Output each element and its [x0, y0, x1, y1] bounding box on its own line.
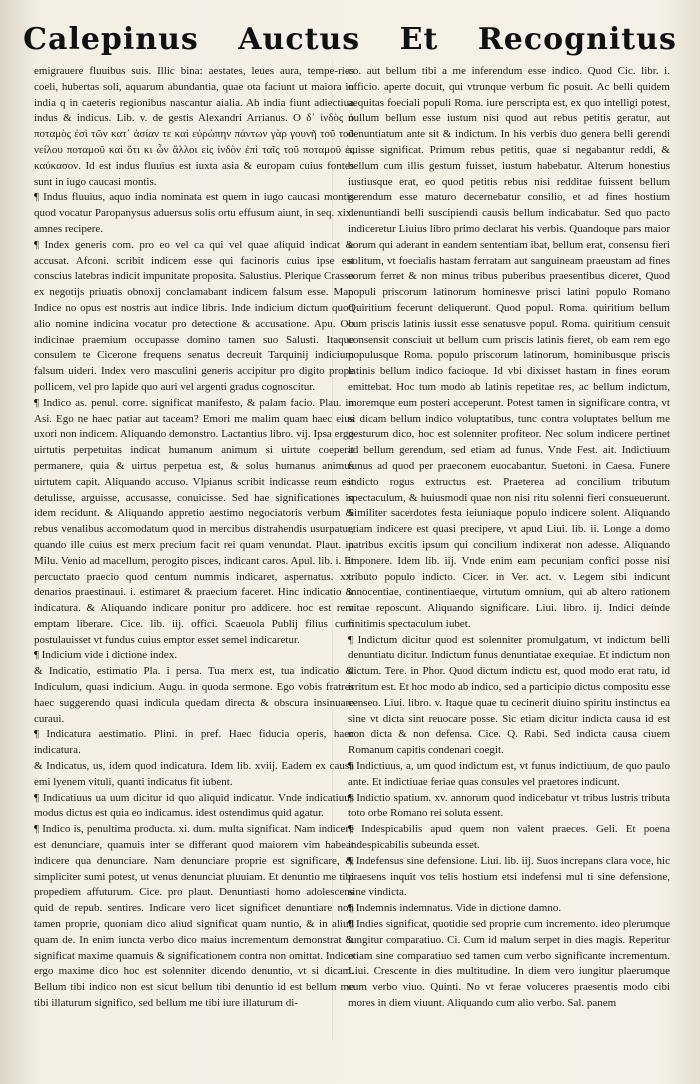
dictionary-entry: co. aut bellum tibi a me inferendum esse indico. Quod Cic. libr. i. officio. aperte docuit, qui vtrunque verbum fic posuit. Ac belli quidem aequitas foeciali populi Roma. iure perscripta est, ex quo intelligi potest, nullum bellum esse iustum nisi quod aut rebus petitis geratur, aut denuntiatum ante sit & indictum. In his verbis duo genera belli gerendi suisse significat. Primum rebus petitis, quae si negabantur reddi, & bellum cum illis gestum fuisset, iustum habebatur. Alterum honestius iustiusque erat, eo quod petitis rebus nisi redditae fuissent bellum gerendum esse maturo decernebatur consilio, et ad fines hostium denuntiandi belli suscipiendi causis bellum indicabatur. Sed quo pacto indiceretur Liuius libro primo declarat his verbis. Quandoque pars maior eorum qui aderant in eandem sententiam ibat, bellum erat, consensu fieri solitum, vt foecialis hastam ferratam aut sanguineam praeustam ad fines eorum ferret & non minus tribus puberibus praesentibus diceret, Quod populi priscorum latinorum hominesve prisci latini populo Romano Quiritium fecerunt deliquerunt. Quod popul. Roma. quiritium bellum cum priscis latinis iussit esse senatusve popul. Roma. quiritium censuit consensit consciuit ut bellum cum priscis latinis fieret, ob eam rem ego populusque Roma. populo priscorum latinorum, hominibusque priscis latinis bellum indico facioque. Id vbi dixisset hastam in fines eorum emittebat. Hoc tum modo ab latinis repetitae res, ac bellum indictum, moremque eum posteri acceperunt. Potest tamen in significare contra, vt si dicam bellum indico voluptatibus, tunc contra voluptates bellum me gesturum dico, hoc est solenniter profiteor. Nec solum indicere pertinet ad bellum gerendum, sed etiam ad funus. Vnde Fest. ait. Indictiuum funus ad quod per praeconem euocabantur. Suetoni. in Caesa. Funere indicto rogus extructus est. Praeterea ad concilium tributum spectaculum, & huiusmodi quae non nisi ritu solenni fieri consueuerunt. Similiter sacerdotes festa ieiuniaque populo indicere solent. Aliquando etiam indicere est quasi precipere, vt apud Liui. lib. ii. Longe a domo patribus excitis ipsum qui concilium indixerat non adesse. Aliquando imponere. Idem lib. iij. Vnde enim eam pecuniam confici posse nisi tributo populo indicto. Cicer. in Ver. act. v. Legem sibi indicunt innocentiae, continentiaeque, virtutum omnium, qui ab altero rationem vitae reposcunt. Aliquando significare. Liui. libro. ij. Indici deinde finitimis spectaculum iubet. — [348, 65, 670, 630]
dictionary-entry: ¶ Indictio spatium. xv. annorum quod indicebatur vt tribus lustris tributa toto orbe Romano rei soluta essent. — [348, 791, 670, 820]
running-head-word: Calepinus — [23, 22, 199, 57]
dictionary-entry: ¶ Indicatiuus ua uum dicitur id quo aliquid indicatur. Vnde indicatiuus modus dictus est quia eo indicamus. idest ostendimus quid agatur. — [34, 791, 354, 820]
left-column — [34, 64, 354, 1064]
dictionary-entry: ¶ Indicatura aestimatio. Plini. in pref. Haec fiducia operis, haec indicatura. — [34, 728, 354, 757]
dictionary-entry: emigrauere fluuibus suis. Illic bina: aestates, leues aura, tempe-ries coeli, hubertas soli, aquarum abundantia, quae ota faciunt ut maiora in india q in caeteris regionibus nascantur aialia. Ab india fiunt adiectiua indus & indicus. Lib. v. de gestis Alexandri Arrianus. Ο δ᾽ ἰνδὸς ὁ ποταμὸς ἐσὶ τῶν κατ᾽ ἀσίαν τε καὶ εὐρώπην πάντων γὰρ γουνῆ τοῦ τοῦ νείλου ποταμοῦ καὶ ὅτι κι ὧν ἄλλοι εἰς ἰνδὸν ἐπὶ ταῖς τοῦ ποταμοῦ ἐς καύκασον. Id est indus fluuius est iuxta asia & europam cuius fontes sunt in iugo caucasi montis. — [34, 65, 354, 188]
dictionary-entry: ¶ Indefensus sine defensione. Liui. lib. iij. Suos increpans clara voce, hic praesens inquit vos telis hostium etsi indefensi mul ti sine defensione, sine vindicta. — [348, 854, 670, 899]
dictionary-entry: ¶ Indemnis indemnatus. Vide in dictione damno. — [348, 902, 562, 915]
dictionary-entry: ¶ Indies significat, quotidie sed proprie cum incremento. ideo plerumque iungitur comparatiuo. Ci. Cum id malum serpet in dies magis. Reperitur etiam sine comparatiuo sed tamen cum verbo significante incrementum. Liui. Crescente in dies multitudine. In diem vero iungitur plaerumque cum verbo viuo. Quinti. No vt ferae voluceres praesentis modo cibi mores in diem viuunt. Aliquando cum alio verbo. Sal. panem — [348, 918, 670, 1010]
dictionary-entry: ¶ Index generis com. pro eo vel ca qui vel quae aliquid indicat & accusat. Afconi. scribit indicem esse qui facinoris cuius ipse est conscius latebras indicit impunitate proposita. Salustius. Plerique Crasso ex negotijs priuatis obnoxij conclamabant indicem falsum esse. Mar. Indice no opus est nostris aut indice libris. Inde indicium dictum quod alio nomine indicina vocatur pro detectione & accusatione. Apu. Ob indicinae praemium occupasse domino tamen suo Salusti. Itaque consulem te Cicerone frequens senatus decreuit Tarquinij indicium falsum uideri. Index vero masculini generis accipitur pro digito prope pollicem, vel pro lapide quo auri vel argenti gradus cognoscitur. — [34, 238, 354, 393]
dictionary-entry: ¶ Indictiuus, a, um quod indictum est, vt funus indictiuum, de quo paulo ante. Et indictiuae feriae quas consules vel praetores indicunt. — [348, 760, 670, 788]
dictionary-entry: & Indicatio, estimatio Pla. i persa. Tua merx est, tua indicatio & Indiculum, quasi indicium. Augu. in quoda sermone. Ego vobis fratres haec suggerendo quasi indicula quedam directa & obscura insinuare curaui. — [34, 665, 354, 725]
dictionary-entry: ¶ Indictum dicitur quod est solenniter promulgatum, vt indictum belli denuntiatu dicitur. Indictum funus denuntiatae exequiae. Et indictum non dictum. Tere. in Phor. Quod dictum indictu est, quod modo erat ratu, id irritum est. Et hoc modo ab indico, sed a participio dictus compositu esse censeo. Liui. libro. v. Itaque quae tu cecinerit diuino spiritu instinctus ea sine vt dicta sint reuocare posse. Sic etiam dicitur indicta causa id est non dicta & non defensa. Cice. Q. Rabi. Sed indicta causa ciuem Romanum capitis condenari coegit. — [348, 633, 670, 757]
dictionary-entry: ¶ Indico is, penultima producta. xi. dum. multa significat. Nam indicere est denunciare, quamuis inter se differant quod maiorem vim habeat indicere qua denunciare. Nam denunciare proprie est significare, & simpliciter sumi potest, ut venus denunciat pluuiam. Et denuntio me tibi propediem affuturum. Cice. pro plaut. Denuntiasti homo adolescens quid de repub. sentires. Indicare vero licet significet denuntiare non tamen proprie, quoniam dico aliud significat quam nuntio, & in aliud quam de. In enim iuncta verbo dico maius incrementum demonstrat & significat maxime quamuis & significationem contra non omittat. Indico ergo maxime dico hoc est solenniter dicendo denuntio, vt si dicam. Bellum tibi indico non est sicut bellum tibi denuntio id est bellum me tibi illaturum significo, sed bellum me tibi iure illaturum di- — [34, 823, 354, 1010]
running-head-word: Auctus — [238, 22, 361, 57]
dictionary-entry: & Indicatus, us, idem quod indicatura. Idem lib. xviij. Eadem ex causa emi lyenem vituli, quanti indicatus fit iubent. — [34, 760, 354, 788]
right-column — [348, 64, 670, 1064]
column-gutter — [332, 60, 333, 1040]
running-head-word: Et — [399, 22, 439, 57]
dictionary-entry: ¶ Indico as. penul. corre. significat manifesto, & palam facio. Plau. in Asi. Ego ne haec patiar aut taceam? Emori me malim quam haec eius uxori non indicem. Aliquando demonstro. Lactantius libro. vij. Ipsa ergo uirtutis perpetuitas indicat humanum animum si uirtute coeperit permanere, quia & uirtus perpetua est, & solus humanus animus uirtutem capit. Aliquando accuso. Vlpianus scribit indicasse reum est detulisse, arguisse, accusasse, conuicisse. Sed hae significationes in idem recidunt. & Aliquando appretio aestimo negociatoris verbum & rebus venalibus accomodatum quod in mercibus distrahendis usurpatur, quando ille cuius est merx precium facit rei quam venundat. Plaut. in Milu. Venio ad macellum, perogito pisces, indicant caros. Apul. lib. i. Et percuctato praecio quod centum nummis indicaret, aspernatus. xx. denarios praestinaui. i. estimaret & praecium faceret. Hinc indicatio & indicatura. & Aliquando indicare ponitur pro addicere. hoc est rem emptam liberare. Cice. lib. iij. offici. Scaeuola Publij filius cum postulauisset vt fundus cuius emptor esset semel indicaretur. — [34, 396, 354, 646]
dictionary-entry: ¶ Indicium vide i dictione index. — [34, 649, 178, 662]
running-head-word: Recognitus — [477, 22, 677, 57]
running-head — [0, 22, 700, 57]
dictionary-entry: ¶ Indus fluuius, aquo india nominata est quem in iugo caucasi montis quod vocatur Paropanysus aduersus solis ortu effusum aiunt, in seq. xix. amnes recipere. — [34, 191, 354, 235]
dictionary-entry: ¶ Indespicabilis apud quem non valent praeces. Geli. Et poena indespicabilis subeunda esset. — [348, 823, 670, 852]
